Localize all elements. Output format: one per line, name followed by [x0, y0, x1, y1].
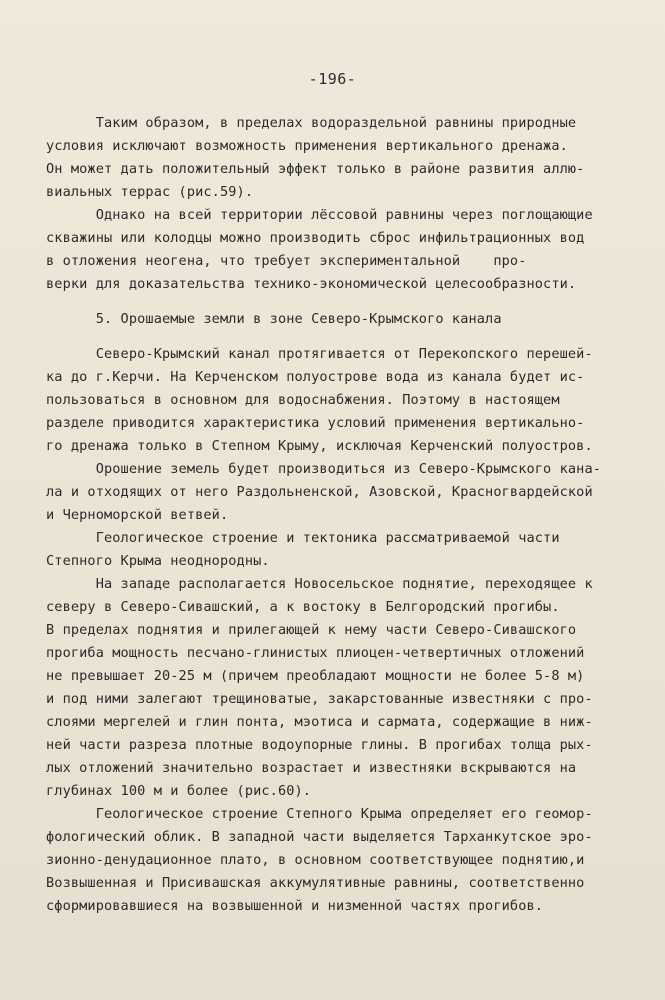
text-line: пользоваться в основном для водоснабжения. Поэтому в настоящем [46, 392, 560, 408]
section-title: 5. Орошаемые земли в зоне Северо-Крымского канала [46, 311, 502, 327]
text-line: В пределах поднятия и прилегающей к нему части Северо-Сивашского [46, 622, 577, 638]
text-line: Северо-Крымский канал протягивается от Перекопского перешей- [46, 346, 593, 362]
text-line: ней части разреза плотные водоупорные глины. В прогибах толща рых- [46, 737, 593, 753]
paragraph-loess-plain [46, 204, 636, 296]
text-line: и под ними залегают трещиноватые, закарстованные известняки с про- [46, 691, 593, 707]
text-line: не превышает 20-25 м (причем преобладают мощности не более 5-8 м) [46, 668, 585, 684]
text-line: ла и отходящих от него Раздольненской, Азовской, Красногвардейской [46, 484, 593, 500]
paragraph-watershed-plain [46, 112, 636, 204]
text-line: Орошение земель будет производиться из Северо-Крымского кана- [46, 461, 602, 477]
text-line: зионно-денудационное плато, в основном соответствующее поднятию,и [46, 852, 585, 868]
text-line: Степного Крыма неоднородны. [46, 553, 270, 569]
text-line: фологический облик. В западной части выделяется Тарханкутское эро- [46, 829, 593, 845]
text-line: На западе располагается Новосельское поднятие, переходящее к [46, 576, 593, 592]
text-line: лых отложений значительно возрастает и известняки вскрываются на [46, 760, 577, 776]
text-line: сформировавшиеся на возвышенной и низменной частях прогибов. [46, 898, 544, 914]
text-line: скважины или колодцы можно производить сброс инфильтрационных вод [46, 230, 585, 246]
text-line: Таким образом, в пределах водораздельной равнины природные [46, 115, 577, 131]
text-line: прогиба мощность песчано-глинистых плиоцен-четвертичных отложений [46, 645, 585, 661]
section-heading [46, 308, 636, 331]
text-line: глубинах 100 м и более (рис.60). [46, 783, 312, 799]
text-line: Он может дать положительный эффект только в районе развития аллю- [46, 161, 585, 177]
text-line: разделе приводится характеристика условий применения вертикально- [46, 415, 585, 431]
text-line: ка до г.Керчи. На Керченском полуострове вода из канала будет ис- [46, 369, 585, 385]
text-line: верки для доказательства технико-экономической целесообразности. [46, 276, 577, 292]
text-line: Однако на всей территории лёссовой равнины через поглощающие [46, 207, 593, 223]
text-line: Возвышенная и Присивашская аккумулятивные равнины, соответственно [46, 875, 585, 891]
text-line: северу в Северо-Сивашский, а к востоку в Белгородский прогибы. [46, 599, 560, 615]
page-number: -196- [308, 70, 357, 88]
text-line: го дренажа только в Степном Крыму, исключая Керченский полуостров. [46, 438, 593, 454]
text-line: виальных террас (рис.59). [46, 184, 254, 200]
text-line: условия исключают возможность применения вертикального дренажа. [46, 138, 568, 154]
text-line: Геологическое строение Степного Крыма определяет его геомор- [46, 806, 593, 822]
text-line: в отложения неогена, что требует экспериментальной про- [46, 253, 527, 269]
text-line: Геологическое строение и тектоника рассматриваемой части [46, 530, 560, 546]
text-line: слоями мергелей и глин понта, мэотиса и сармата, содержащие в ниж- [46, 714, 593, 730]
paragraph-north-crimean-canal [46, 343, 636, 918]
document-body [46, 112, 636, 918]
text-line: и Черноморской ветвей. [46, 507, 229, 523]
